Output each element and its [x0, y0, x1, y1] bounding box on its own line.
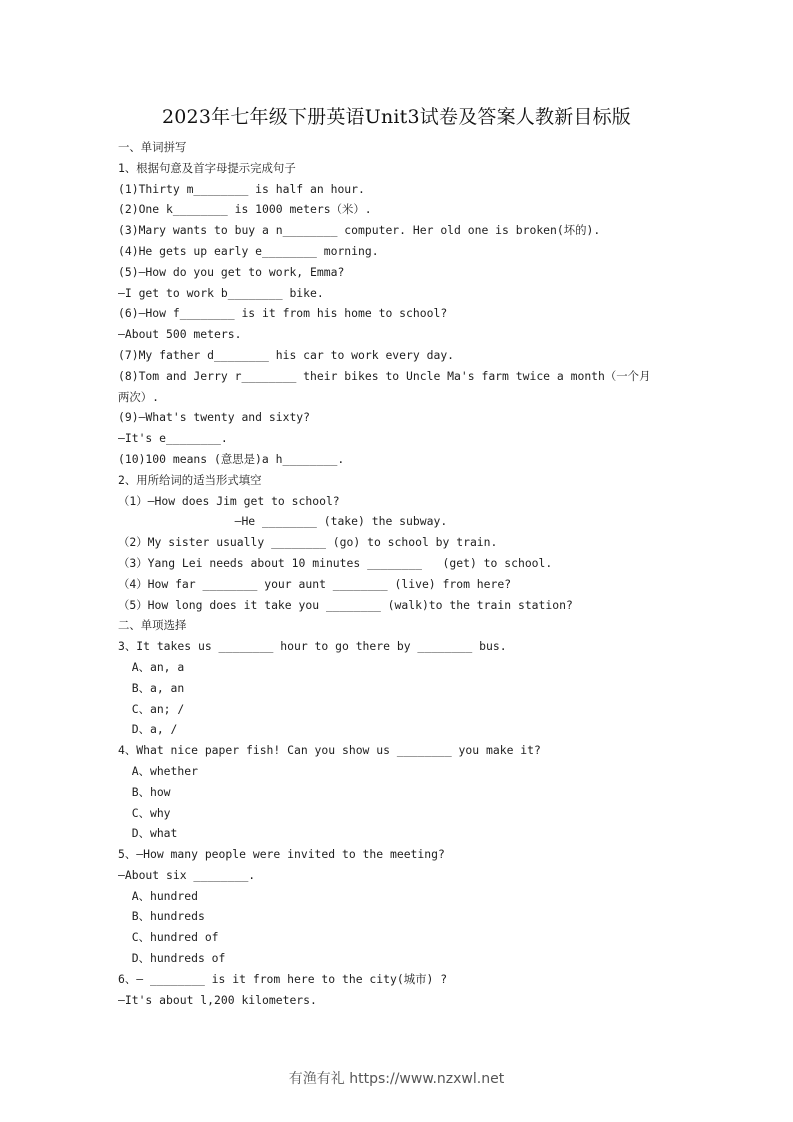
- question-line: （3）Yang Lei needs about 10 minutes ________ (get) to school.: [118, 555, 553, 570]
- document-body: [118, 137, 688, 1010]
- question-line: —It's about l,200 kilometers.: [118, 992, 317, 1007]
- answer-option: B、how: [118, 784, 171, 799]
- answer-option: D、what: [118, 826, 178, 841]
- question-line: —About 500 meters.: [118, 327, 242, 342]
- question-line: —About six ________.: [118, 867, 256, 882]
- section-heading: 一、单词拼写: [118, 140, 187, 154]
- question-line: （4）How far ________ your aunt ________ (live) from here?: [118, 576, 512, 591]
- question-line: (4)He gets up early e________ morning.: [118, 243, 379, 258]
- question-instruction: 1、根据句意及首字母提示完成句子: [118, 160, 296, 175]
- question-line: (1)Thirty m________ is half an hour.: [118, 181, 365, 196]
- question-line: (9)—What's twenty and sixty?: [118, 410, 311, 425]
- question-line: (3)Mary wants to buy a n________ computer. Her old one is broken(坏的).: [118, 223, 601, 238]
- question-line: —I get to work b________ bike.: [118, 285, 324, 300]
- answer-option: B、hundreds: [118, 909, 205, 924]
- answer-option: C、an; /: [118, 701, 185, 716]
- answer-option: D、hundreds of: [118, 951, 226, 966]
- question-line: 3、It takes us ________ hour to go there by ________ bus.: [118, 639, 507, 654]
- question-line: 4、What nice paper fish! Can you show us ________ you make it?: [118, 743, 541, 758]
- answer-option: C、hundred of: [118, 930, 219, 945]
- answer-option: B、a, an: [118, 680, 185, 695]
- question-line: (7)My father d________ his car to work every day.: [118, 347, 455, 362]
- question-line: (2)One k________ is 1000 meters（米）.: [118, 202, 372, 217]
- question-line: (10)100 means (意思是)a h________.: [118, 451, 345, 466]
- question-line: （1）—How does Jim get to school?: [118, 493, 340, 508]
- question-line: (6)—How f________ is it from his home to school?: [118, 306, 448, 321]
- section-heading: 二、单项选择: [118, 618, 187, 633]
- question-instruction: 2、用所给词的适当形式填空: [118, 472, 262, 487]
- footer-watermark: 有渔有礼 https://www.nzxwl.net: [288, 1071, 505, 1087]
- answer-option: A、an, a: [118, 659, 185, 674]
- answer-option: A、whether: [118, 763, 198, 778]
- question-line: 5、—How many people were invited to the meeting?: [118, 847, 445, 862]
- question-line: （5）How long does it take you ________ (walk)to the train station?: [118, 597, 573, 612]
- question-line: 6、— ________ is it from here to the city(城市) ?: [118, 971, 448, 986]
- answer-option: C、why: [118, 805, 171, 820]
- question-line: （2）My sister usually ________ (go) to school by train.: [118, 535, 498, 550]
- answer-option: A、hundred: [118, 888, 198, 903]
- question-line: —It's e________.: [118, 431, 228, 446]
- question-line: 两次）.: [118, 389, 160, 404]
- question-line: —He ________ (take) the subway.: [118, 514, 448, 529]
- answer-option: D、a, /: [118, 722, 178, 737]
- question-line: (5)—How do you get to work, Emma?: [118, 264, 345, 279]
- question-line: (8)Tom and Jerry r________ their bikes to Uncle Ma's farm twice a month（一个月: [118, 368, 651, 383]
- page-title: 2023年七年级下册英语Unit3试卷及答案人教新目标版: [161, 106, 631, 128]
